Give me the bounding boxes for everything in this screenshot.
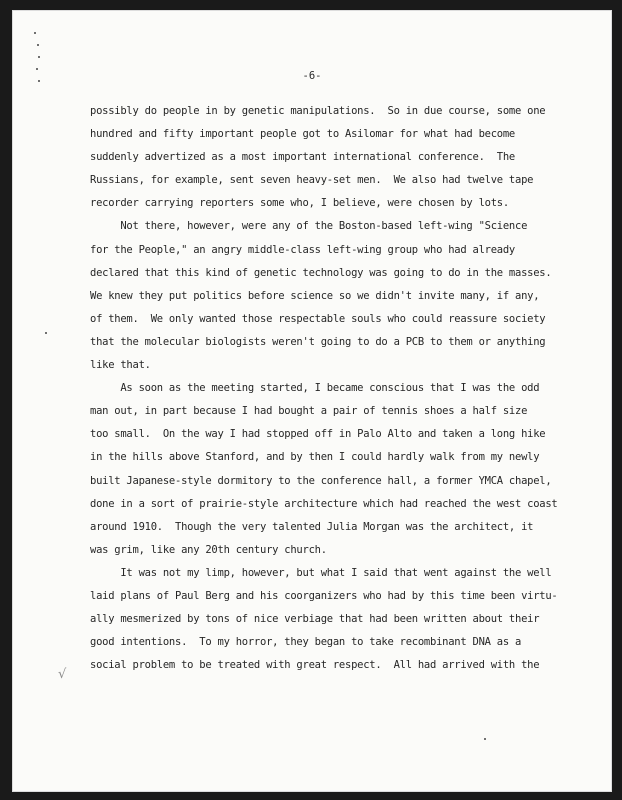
margin-speck [34, 32, 36, 34]
paragraph [90, 377, 558, 562]
document-page [12, 10, 612, 792]
text-line: declared that this kind of genetic technology was going to do in the masses. [90, 266, 552, 279]
text-line: possibly do people in by genetic manipulations. So in due course, some one [90, 105, 546, 117]
margin-speck [38, 80, 40, 82]
margin-checkmark-annotation: √ [58, 667, 67, 682]
margin-speck [36, 68, 38, 70]
text-line: As soon as the meeting started, I became conscious that I was the odd [90, 382, 540, 395]
text-line: in the hills above Stanford, and by then I could hardly walk from my newly [90, 451, 540, 464]
paragraph [90, 215, 550, 377]
text-line: of them. We only wanted those respectable souls who could reassure society [90, 312, 546, 325]
text-line: around 1910. Though the very talented Julia Morgan was the architect, it [90, 520, 534, 533]
text-line: laid plans of Paul Berg and his coorganizers who had by this time been virtu- [90, 589, 558, 602]
margin-speck [45, 332, 47, 334]
text-line: too small. On the way I had stopped off in Palo Alto and taken a long hike [90, 428, 546, 441]
text-line: man out, in part because I had bought a pair of tennis shoes a half size [90, 405, 528, 418]
text-line: Not there, however, were any of the Boston-based left-wing "Science [90, 220, 528, 233]
text-line: It was not my limp, however, but what I said that went against the well [90, 566, 552, 579]
text-line: Russians, for example, sent seven heavy-set men. We also had twelve tape [90, 174, 534, 187]
text-line: good intentions. To my horror, they began to take recombinant DNA as a [90, 636, 522, 649]
text-line: We knew they put politics before science so we didn't invite many, if any, [90, 289, 540, 302]
margin-speck [37, 44, 39, 46]
text-line: social problem to be treated with great respect. All had arrived with the [90, 659, 540, 672]
text-line: that the molecular biologists weren't going to do a PCB to them or anything [90, 335, 546, 348]
margin-speck [484, 738, 486, 740]
paragraph [90, 562, 558, 677]
text-line: was grim, like any 20th century church. [90, 543, 327, 556]
text-line: like that. [90, 359, 151, 372]
text-line: ally mesmerized by tons of nice verbiage that had been written about their [90, 613, 540, 626]
text-line: built Japanese-style dormitory to the conference hall, a former YMCA chapel, [90, 474, 552, 487]
text-line: hundred and fifty important people got to Asilomar for what had become [90, 128, 516, 141]
text-line: for the People," an angry middle-class left-wing group who had already [90, 243, 516, 256]
text-line: suddenly advertized as a most important international conference. The [90, 151, 516, 164]
paragraph [90, 100, 550, 215]
margin-speck [38, 56, 40, 58]
body-text [90, 100, 558, 677]
text-line: done in a sort of prairie-style architecture which had reached the west coast [90, 497, 558, 510]
page-number: -6- [302, 70, 322, 82]
text-line: recorder carrying reporters some who, I believe, were chosen by lots. [90, 197, 509, 210]
